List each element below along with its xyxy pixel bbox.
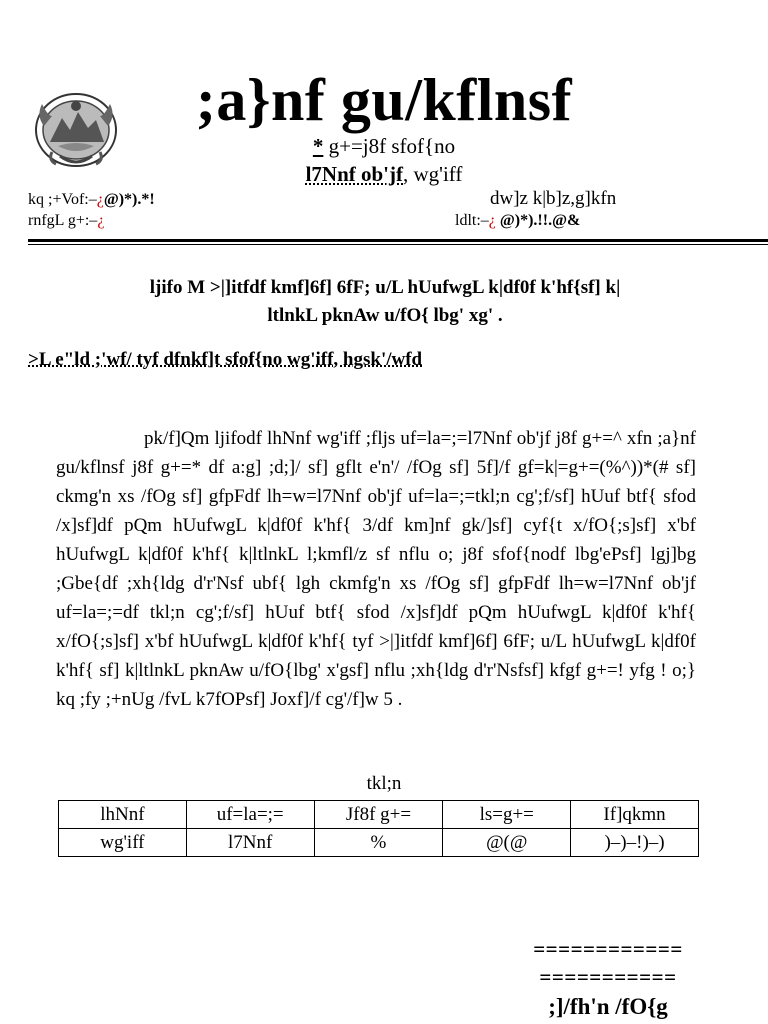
date-value: @)*).!!.@& [495,212,581,229]
dispatch-number-mark: ¿ [97,212,105,229]
letter-body: pk/f]Qm ljifodf lhNnf wg'iff ;fljs uf=la=;=l7Nnf ob'jf j8f g+=^ xfn ;a}nf gu/kflnsf j8f g+=* df a:g] ;d;]/ sf] gflt e'n'/ /fOg sf] 5f]/f gf=k|=g+=(%^))*(# sf] ckmg'n xs /fOg sf] gfpFdf lh=w=l7Nnf ob'jf uf=la=;=tkl;n cg';f/sf] hUuf btf{ sfod /x]sf]df pQm hUufwgL k|df0f k'hf{ 3/df km]nf gk/]sf] cyf{t x/fO{;s]sf] x'bf hUufwgL k|df0f k'hf{ k|ltlnkL l;kmfl/z sf nflu o; j8f sfof{nodf lbg'ePsf] lgj]bg ;Gbe{df ;xh{ldg d'r'Nsf ubf{ lgh ckmfg'n xs /fOg sf] gfpFdf lh=w=l7Nnf ob'jf uf=la=;=df tkl;n cg';f/sf] hUuf btf{ sfod /x]sf]df pQm hUufwgL k|df0f k'hf{ x/fO{;s]sf] x'bf hUufwgL k|df0f k'hf{ tyf >|]itfdf kmf]6f] 6fF; u/L hUufwgL k|df0f k'hf{ sf] k|ltlnkL pknAw u/fO{lbg' x'gsf] nflu ;xh{ldg d'r'Nsfsf] kfgf g+=! yfg ! o;} kq ;fy ;+nUg /fvL k7fOPsf] Joxf]/f cg'/f]w 5 . [56,428,696,710]
date-line [455,212,580,230]
signatory-name: ;]/fh'n /fO{g [548,994,668,1019]
header-divider-thick [28,239,768,242]
subject-line-2: ltlnkL pknAw u/fO{ lbg' xg' . [267,305,503,326]
signature-rule-1: ============ [533,937,683,961]
letter-number-mark: ¿ [96,191,104,208]
letter-number-value: @)*).*! [103,191,155,208]
land-details-table [58,800,699,857]
date-label: ldlt:– [455,212,489,229]
cell-plot: @(@ [443,829,571,857]
subject [60,274,710,330]
table-row [59,829,699,857]
header-plot: ls=g+= [443,801,571,829]
cell-vdc: l7Nnf [186,829,314,857]
province-line: dw]z k|b]z,g]kfn [490,188,617,209]
dispatch-number-label: rnfgL g+:– [28,212,98,229]
table-header-row [59,801,699,829]
table-caption: tkl;n [366,773,402,794]
header-area: If]qkmn [571,801,699,829]
cell-district: wg'iff [59,829,187,857]
cell-area: )–)–!)–) [571,829,699,857]
office-title: ;a}nf gu/kflnsf [195,67,573,133]
address-line [0,162,768,187]
dispatch-number [28,212,104,230]
header-vdc: uf=la=;= [186,801,314,829]
address-bold: l7Nnf ob'jf [305,162,404,186]
ward-office-line [0,134,768,159]
ward-star: * [312,134,324,158]
header-district: lhNnf [59,801,187,829]
signature-rule-2: =========== [539,965,677,989]
header-divider-thin [28,244,768,245]
date-mark: ¿ [488,212,496,229]
header-ward: Jf8f g+= [314,801,443,829]
letter-number-label: kq ;+Vof:– [28,191,97,208]
subject-line-1: ljifo M >|]itfdf kmf]6f] 6fF; u/L hUufwgL k|df0f k'hf{sf] k| [149,277,621,298]
letter-number [28,191,155,209]
address-rest: , wg'iff [403,162,463,186]
addressee: >L e"ld ;'wf/ tyf dfnkf]t sfof{no wg'iff, hgsk'/wfd [28,349,423,370]
ward-office-text: g+=j8f sfof{no [323,134,456,158]
cell-ward: % [314,829,443,857]
